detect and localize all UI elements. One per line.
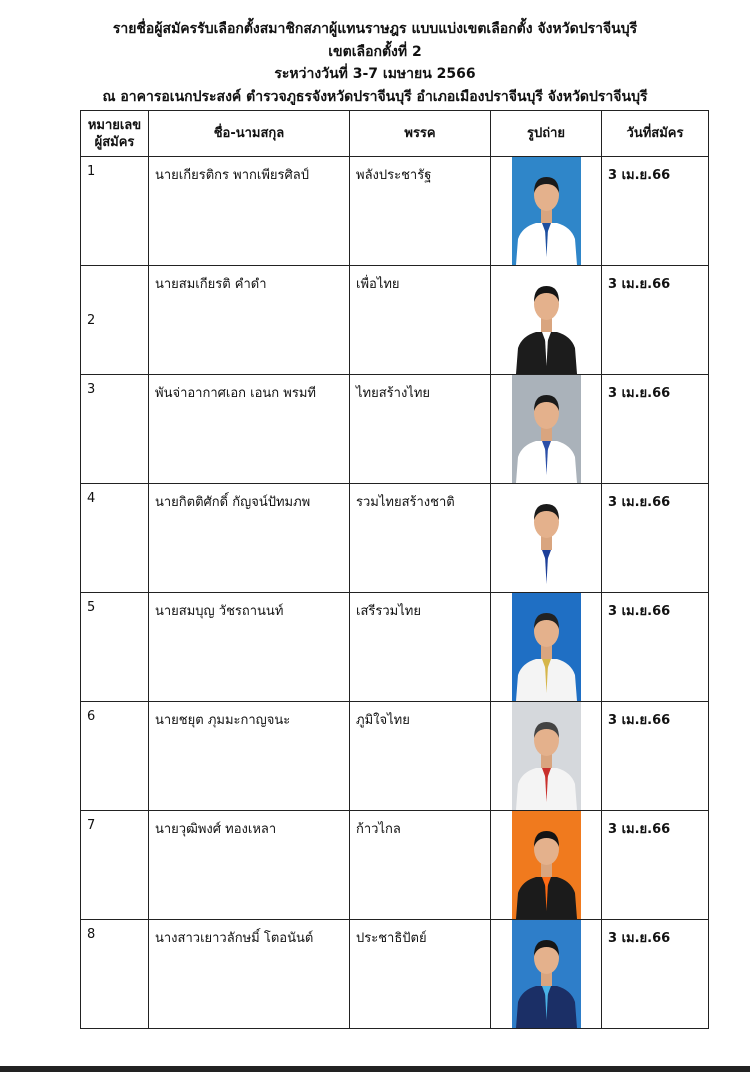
candidate-portrait [512,484,581,592]
candidate-name: นายวุฒิพงศ์ ทองเหลา [149,811,350,920]
candidate-number: 4 [81,484,149,593]
candidate-portrait [512,593,581,701]
column-header-number: หมายเลข ผู้สมัคร [81,111,149,157]
registration-date: 3 เม.ย.66 [602,702,709,811]
candidate-photo-cell [491,593,602,702]
candidate-number: 6 [81,702,149,811]
candidate-photo-cell [491,157,602,266]
candidate-party: ประชาธิปัตย์ [350,920,491,1029]
candidate-party: รวมไทยสร้างชาติ [350,484,491,593]
candidate-number: 7 [81,811,149,920]
candidate-photo-cell [491,702,602,811]
candidate-portrait [512,375,581,483]
registration-date: 3 เม.ย.66 [602,593,709,702]
registration-date: 3 เม.ย.66 [602,484,709,593]
candidate-name: นายชยุต ภุมมะกาญจนะ [149,702,350,811]
candidate-name: นายกิตติศักดิ์ กัญจน์ปัทมภพ [149,484,350,593]
column-header-photo: รูปถ่าย [491,111,602,157]
candidate-number: 2 [81,266,149,375]
candidate-party: ภูมิใจไทย [350,702,491,811]
table-row [81,484,709,593]
registration-date: 3 เม.ย.66 [602,375,709,484]
column-header-party: พรรค [350,111,491,157]
registration-date: 3 เม.ย.66 [602,266,709,375]
candidate-number: 5 [81,593,149,702]
candidate-photo-cell [491,484,602,593]
table-row [81,266,709,375]
candidate-name: นางสาวเยาวลักษมิ์ โตอนันต์ [149,920,350,1029]
table-header-row [81,111,709,157]
candidate-portrait [512,811,581,919]
candidate-photo-cell [491,266,602,375]
candidate-party: เสรีรวมไทย [350,593,491,702]
candidates-table [80,110,709,1029]
candidate-name: พันจ่าอากาศเอก เอนก พรมที [149,375,350,484]
candidate-number: 3 [81,375,149,484]
candidate-party: ก้าวไกล [350,811,491,920]
candidate-name: นายสมเกียรติ คำดำ [149,266,350,375]
registration-date: 3 เม.ย.66 [602,920,709,1029]
table-row [81,375,709,484]
candidate-name: นายสมบุญ วัชรถานนท์ [149,593,350,702]
candidate-photo-cell [491,375,602,484]
candidate-party: ไทยสร้างไทย [350,375,491,484]
column-header-date: วันที่สมัคร [602,111,709,157]
header-title: รายชื่อผู้สมัครรับเลือกตั้งสมาชิกสภาผู้แทนราษฎร แบบแบ่งเขตเลือกตั้ง จังหวัดปราจีนบุรี [112,21,638,37]
candidate-photo-cell [491,811,602,920]
header-constituency: เขตเลือกตั้งที่ 2 [328,43,422,60]
candidate-number: 1 [81,157,149,266]
table-row [81,811,709,920]
candidate-portrait [512,266,581,374]
candidate-name: นายเกียรติกร พากเพียรศิลป์ [149,157,350,266]
candidate-portrait [512,920,581,1028]
header-date-range: ระหว่างวันที่ 3-7 เมษายน 2566 [274,66,476,82]
table-row [81,593,709,702]
table-row [81,702,709,811]
table-row [81,157,709,266]
candidate-party: พลังประชารัฐ [350,157,491,266]
candidate-photo-cell [491,920,602,1029]
header-location: ณ อาคารอเนกประสงค์ ตำรวจภูธรจังหวัดปราจีนบุรี อำเภอเมืองปราจีนบุรี จังหวัดปราจีนบุรี [102,88,648,105]
column-header-name: ชื่อ-นามสกุล [149,111,350,157]
registration-date: 3 เม.ย.66 [602,157,709,266]
candidate-number: 8 [81,920,149,1029]
page-bottom-edge [0,1066,750,1072]
candidate-party: เพื่อไทย [350,266,491,375]
registration-date: 3 เม.ย.66 [602,811,709,920]
document-header [0,18,750,108]
table-row [81,920,709,1029]
candidate-portrait [512,702,581,810]
candidate-portrait [512,157,581,265]
